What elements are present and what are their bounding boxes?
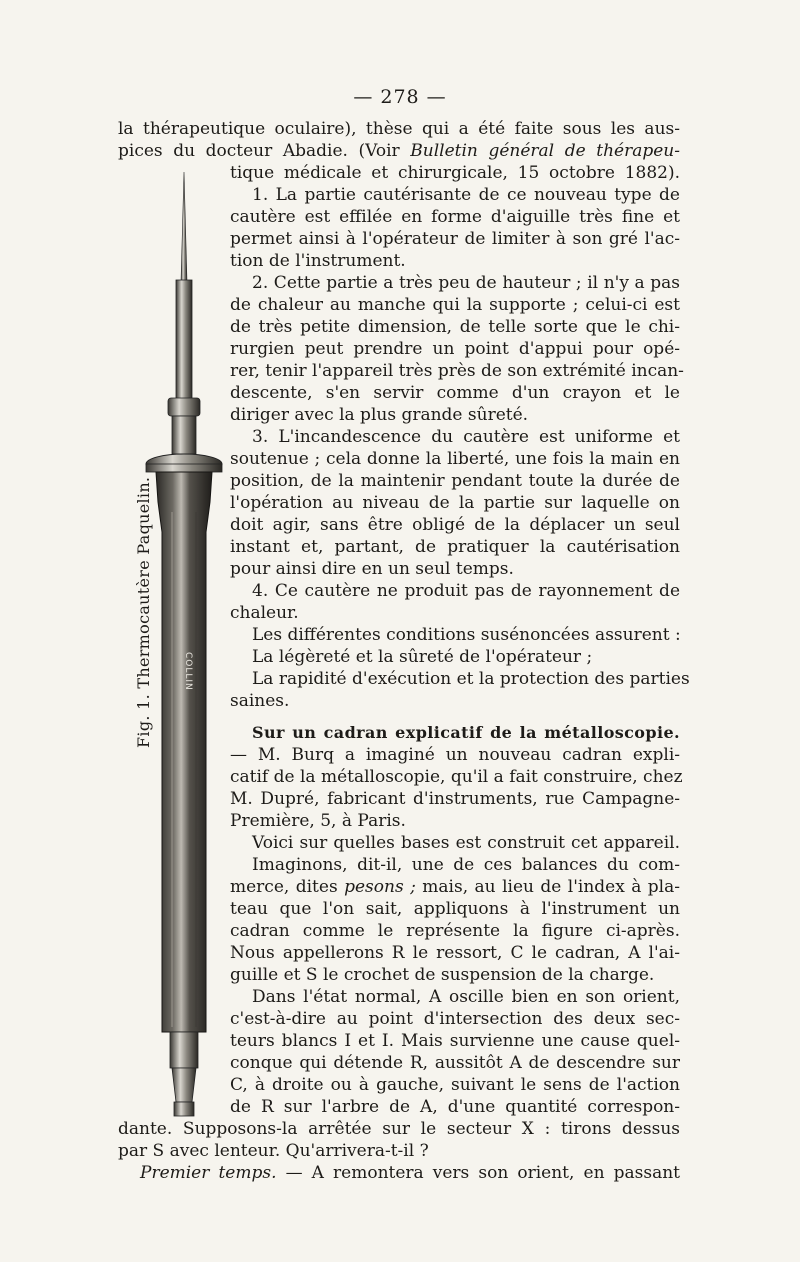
text-line: merce, dites pesons ; mais, au lieu de l'index à pla- [230, 877, 680, 897]
text-line: c'est-à-dire au point d'intersection des deux sec- [230, 1009, 680, 1029]
text-line: diriger avec la plus grande sûreté. [230, 405, 529, 425]
text-line: l'opération au niveau de la partie sur laquelle on [230, 493, 680, 513]
text-line: par S avec lenteur. Qu'arrivera-t-il ? [118, 1141, 429, 1161]
text-line: 4. Ce cautère ne produit pas de rayonnement de [252, 581, 680, 601]
engraving-label: COLLIN [183, 652, 193, 691]
text-line: La légèreté et la sûreté de l'opérateur ; [252, 647, 593, 667]
text-line: chaleur. [230, 603, 299, 623]
text-line: catif de la métalloscopie, qu'il a fait construire, chez [230, 767, 683, 787]
figure-caption: Fig. 1. Thermocautère Paquelin. [134, 476, 153, 748]
text-line: dante. Supposons-la arrêtée sur le secteur X : tirons dessus [118, 1119, 680, 1139]
text-line: rer, tenir l'appareil très près de son extrémité incan- [230, 361, 684, 381]
text-line: de R sur l'arbre de A, d'une quantité correspon- [230, 1097, 680, 1117]
text-line: instant et, partant, de pratiquer la cautérisation [230, 537, 680, 557]
text-line: conque qui détende R, aussitôt A de descendre sur [230, 1053, 680, 1073]
text-line: descente, s'en servir comme d'un crayon et le [230, 383, 680, 403]
text-line: 3. L'incandescence du cautère est uniforme et [252, 427, 680, 447]
text-line: soutenue ; cela donne la liberté, une fois la main en [230, 449, 680, 469]
text-line: Premier temps. — A remontera vers son orient, en passant [140, 1163, 680, 1183]
text-line: Première, 5, à Paris. [230, 811, 406, 831]
text-line: pour ainsi dire en un seul temps. [230, 559, 514, 579]
text-line: Voici sur quelles bases est construit cet appareil. [252, 833, 680, 853]
text-line: teurs blancs I et I. Mais survienne une cause quel- [230, 1031, 680, 1051]
text-line: doit agir, sans être obligé de la déplacer un seul [230, 515, 680, 535]
text-line: de chaleur au manche qui la supporte ; celui-ci est [230, 295, 680, 315]
text-line: position, de la maintenir pendant toute la durée de [230, 471, 680, 491]
text-line: Imaginons, dit-il, une de ces balances du com- [252, 855, 680, 875]
text-line: La rapidité d'exécution et la protection des parties [252, 669, 690, 689]
text-line: rurgien peut prendre un point d'appui pour opé- [230, 339, 680, 359]
text-line: tique médicale et chirurgicale, 15 octobre 1882). [230, 163, 680, 183]
text-line: pices du docteur Abadie. (Voir Bulletin général de thérapeu- [118, 141, 680, 161]
thermocautery-figure [112, 172, 232, 1122]
text-line: Nous appellerons R le ressort, C le cadran, A l'ai- [230, 943, 680, 963]
text-line: tion de l'instrument. [230, 251, 406, 271]
page-number: — 278 — [353, 86, 447, 108]
text-line: cautère est effilée en forme d'aiguille très fine et [230, 207, 680, 227]
text-line: Dans l'état normal, A oscille bien en son orient, [252, 987, 680, 1007]
text-line: de très petite dimension, de telle sorte que le chi- [230, 317, 680, 337]
text-line: teau que l'on sait, appliquons à l'instrument un [230, 899, 680, 919]
text-line: guille et S le crochet de suspension de la charge. [230, 965, 655, 985]
text-line: 1. La partie cautérisante de ce nouveau type de [252, 185, 680, 205]
text-line: 2. Cette partie a très peu de hauteur ; il n'y a pas [252, 273, 680, 293]
section-heading: Sur un cadran explicatif de la métalloscopie. [252, 723, 680, 742]
text-line: la thérapeutique oculaire), thèse qui a été faite sous les aus- [118, 119, 680, 139]
text-line: C, à droite ou à gauche, suivant le sens de l'action [230, 1075, 680, 1095]
text-line: Les différentes conditions susénoncées assurent : [252, 625, 681, 645]
text-line: saines. [230, 691, 290, 711]
text-line: M. Dupré, fabricant d'instruments, rue Campagne- [230, 789, 680, 809]
text-line: cadran comme le représente la figure ci-après. [230, 921, 680, 941]
text-line: — M. Burq a imaginé un nouveau cadran expli- [230, 745, 680, 765]
thermocautery-illustration [112, 172, 232, 1122]
text-line: permet ainsi à l'opérateur de limiter à son gré l'ac- [230, 229, 680, 249]
